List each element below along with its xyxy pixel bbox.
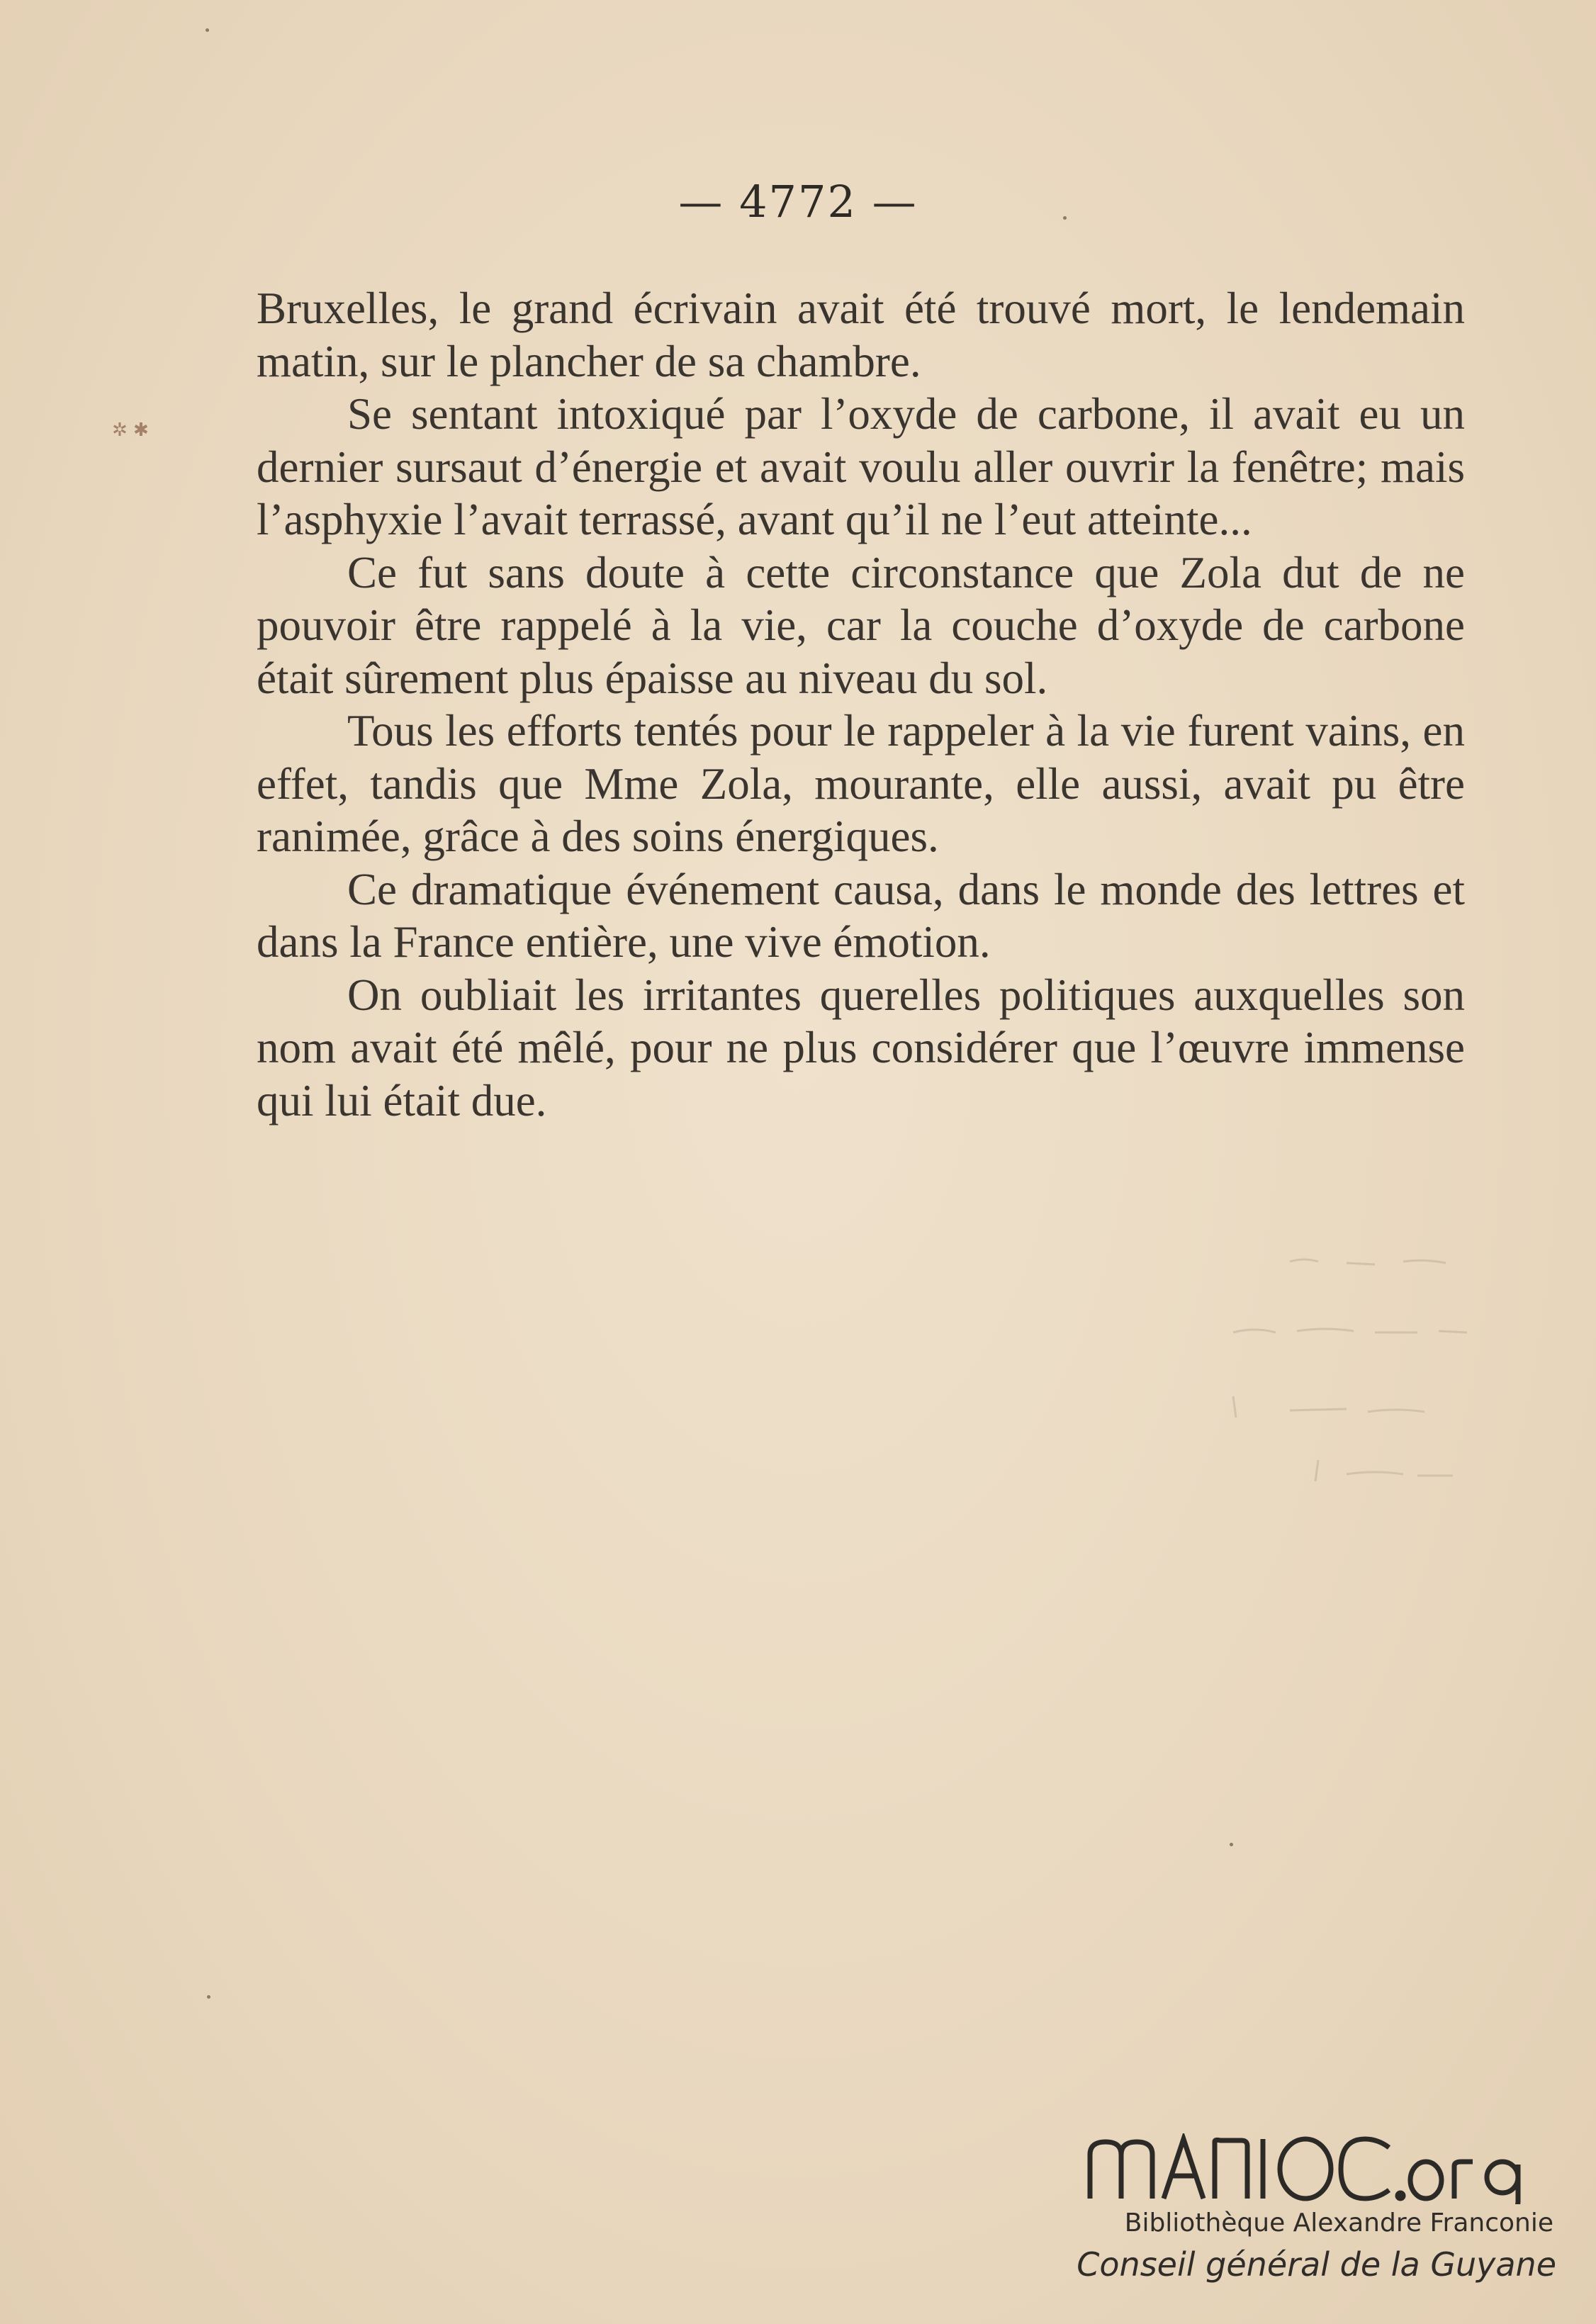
paragraph: On oubliait les irritantes querelles politiques auxquelles son nom avait été mêlé, pour ne plus considérer que l’œuvre immense qui lui était due. [257, 970, 1465, 1125]
paper-speck [1063, 216, 1067, 220]
paragraph: Se sentant intoxiqué par l’oxyde de carbone, il avait eu un dernier sursaut d’énergie et avait voulu aller ouvrir la fenêtre; mais l’asphyxie l’avait terrassé, avant qu’il ne l’eut atteinte... [257, 389, 1465, 544]
library-name: Bibliothèque Alexandre Franconie [1124, 2208, 1553, 2238]
paper-speck [206, 28, 209, 32]
manioc-logo [1084, 2133, 1549, 2204]
paragraph: Ce dramatique événement causa, dans le monde des lettres et dans la France entière, une vive émotion. [257, 864, 1465, 967]
paragraph: Tous les efforts tentés pour le rappeler à la vie furent vains, en effet, tandis que Mme Zola, mourante, elle aussi, avait pu être ranimée, grâce à des soins énergiques. [257, 706, 1465, 861]
paper-speck [1230, 1843, 1233, 1846]
body-text [257, 282, 1465, 1127]
ink-stain: ✲ ✱ [112, 420, 149, 441]
paragraph: Bruxelles, le grand écrivain avait été trouvé mort, le lendemain matin, sur le plancher de sa chambre. [257, 284, 1465, 386]
page-number: — 4772 — [678, 176, 918, 228]
council-name: Conseil général de la Guyane [1077, 2245, 1556, 2284]
paragraph: Ce fut sans doute à cette circonstance que Zola dut de ne pouvoir être rappelé à la vie, car la couche d’oxyde de carbone était sûrement plus épaisse au niveau du sol. [257, 547, 1465, 703]
show-through-marks [1134, 1247, 1502, 1531]
paper-speck [207, 1995, 210, 1999]
